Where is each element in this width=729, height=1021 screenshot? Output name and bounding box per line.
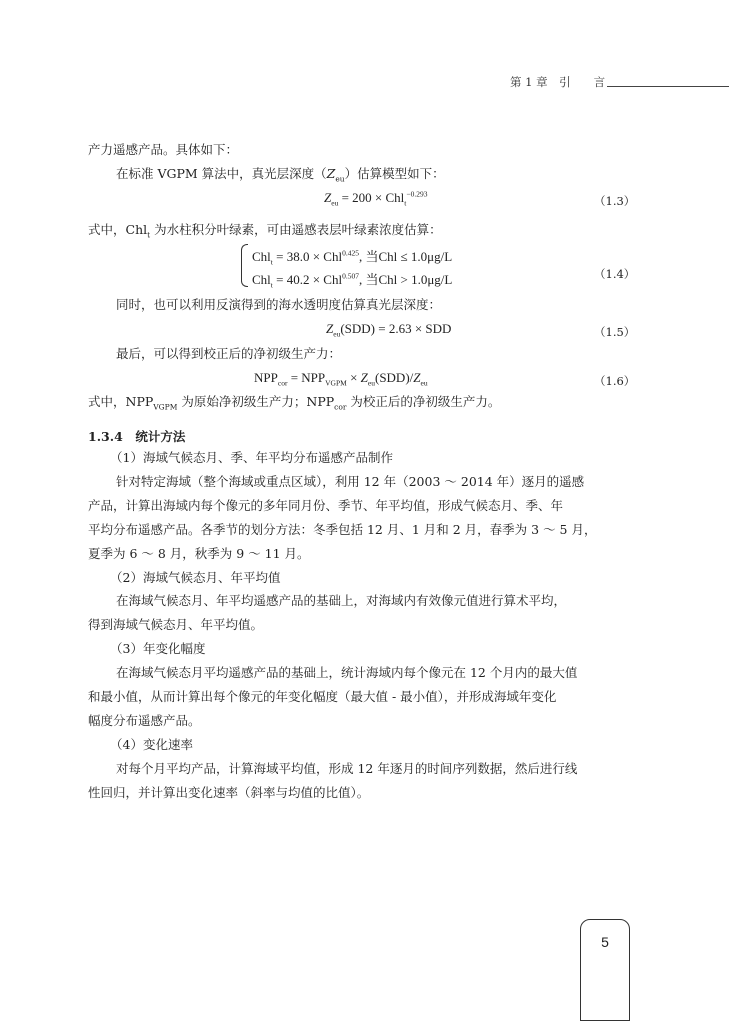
- paragraph-line: 夏季为 6 ～ 8 月，秋季为 9 ～ 11 月。: [88, 546, 310, 561]
- equation-1-4-row2: Chl$_t$ = 40.2 × Chl$^{0.507}$, 当Chl > 1.0μg/L: [252, 271, 453, 290]
- subsection-heading: （4）变化速率: [110, 737, 193, 752]
- subsection-heading: （2）海域气候态月、年平均值: [110, 570, 281, 585]
- section-heading: 1.3.4 统计方法: [88, 429, 186, 444]
- paragraph-line: 和最小值，从而计算出每个像元的年变化幅度（最大值 - 最小值），并形成海域年变化: [88, 689, 557, 704]
- paragraph-line: 式中，Chl$_t$ 为水柱积分叶绿素，可由遥感表层叶绿素浓度估算：: [88, 222, 442, 240]
- paragraph-line: 最后，可以得到校正后的净初级生产力：: [116, 346, 342, 361]
- paragraph-line: 幅度分布遥感产品。: [88, 713, 201, 728]
- paragraph-line: 式中，$NPP_{VGPM}$ 为原始净初级生产力；$NPP_{cor}$ 为校正后的净初级生产力。: [88, 394, 501, 412]
- paragraph-line: 在海域气候态月、年平均遥感产品的基础上，对海域内有效像元值进行算术平均，: [116, 593, 567, 608]
- paragraph-line: 在标准 VGPM 算法中，真光层深度$(Z_{eu})$估算模型如下：: [116, 166, 445, 184]
- paragraph-line: 得到海域气候态月、年平均值。: [88, 617, 264, 632]
- equation-1-4-row1: Chl$_t$ = 38.0 × Chl$^{0.425}$, 当Chl ≤ 1.0μg/L: [252, 248, 453, 267]
- header-rule: [607, 86, 729, 87]
- equation-number: （1.3）: [594, 194, 636, 208]
- equation-1-6: $NPP_{cor} = NPP_{VGPM} \times Z_{eu}(SDD)/Z_{eu}$: [254, 370, 428, 388]
- page-number-tab: [580, 919, 630, 1021]
- paragraph-line: 产力遥感产品。具体如下：: [88, 142, 239, 157]
- equation-brace: [241, 244, 248, 287]
- equation-number: （1.4）: [594, 267, 636, 281]
- subsection-heading: （3）年变化幅度: [110, 641, 206, 656]
- equation-1-3: $Z_{eu} = 200 \times Chl_t^{-0.293}$: [324, 189, 428, 208]
- equation-number: （1.6）: [594, 374, 636, 388]
- paragraph-line: 同时，也可以利用反演得到的海水透明度估算真光层深度：: [116, 297, 442, 312]
- paragraph-line: 对每个月平均产品，计算海域平均值，形成 12 年逐月的时间序列数据，然后进行线: [116, 761, 578, 776]
- paragraph-line: 在海域气候态月平均遥感产品的基础上，统计海域内每个像元在 12 个月内的最大值: [116, 665, 578, 680]
- paragraph-line: 性回归，并计算出变化速率（斜率与均值的比值）。: [88, 785, 370, 800]
- chapter-header: 第 1 章 引 言: [510, 75, 606, 89]
- paragraph-line: 平均分布遥感产品。各季节的划分方法：冬季包括 12 月、1 月和 2 月，春季为 3 ～ 5 月，: [88, 522, 597, 537]
- subsection-heading: （1）海域气候态月、季、年平均分布遥感产品制作: [110, 450, 393, 465]
- equation-1-5: $Z_{eu}(SDD) = 2.63$ × SDD: [326, 321, 452, 339]
- page-number: 5: [601, 934, 609, 950]
- paragraph-line: 针对特定海域（整个海域或重点区域），利用 12 年（2003 ～ 2014 年）逐月的遥感: [116, 474, 585, 489]
- equation-number: （1.5）: [594, 325, 636, 339]
- paragraph-line: 产品，计算出海域内每个像元的多年同月份、季节、年平均值，形成气候态月、季、年: [88, 498, 564, 513]
